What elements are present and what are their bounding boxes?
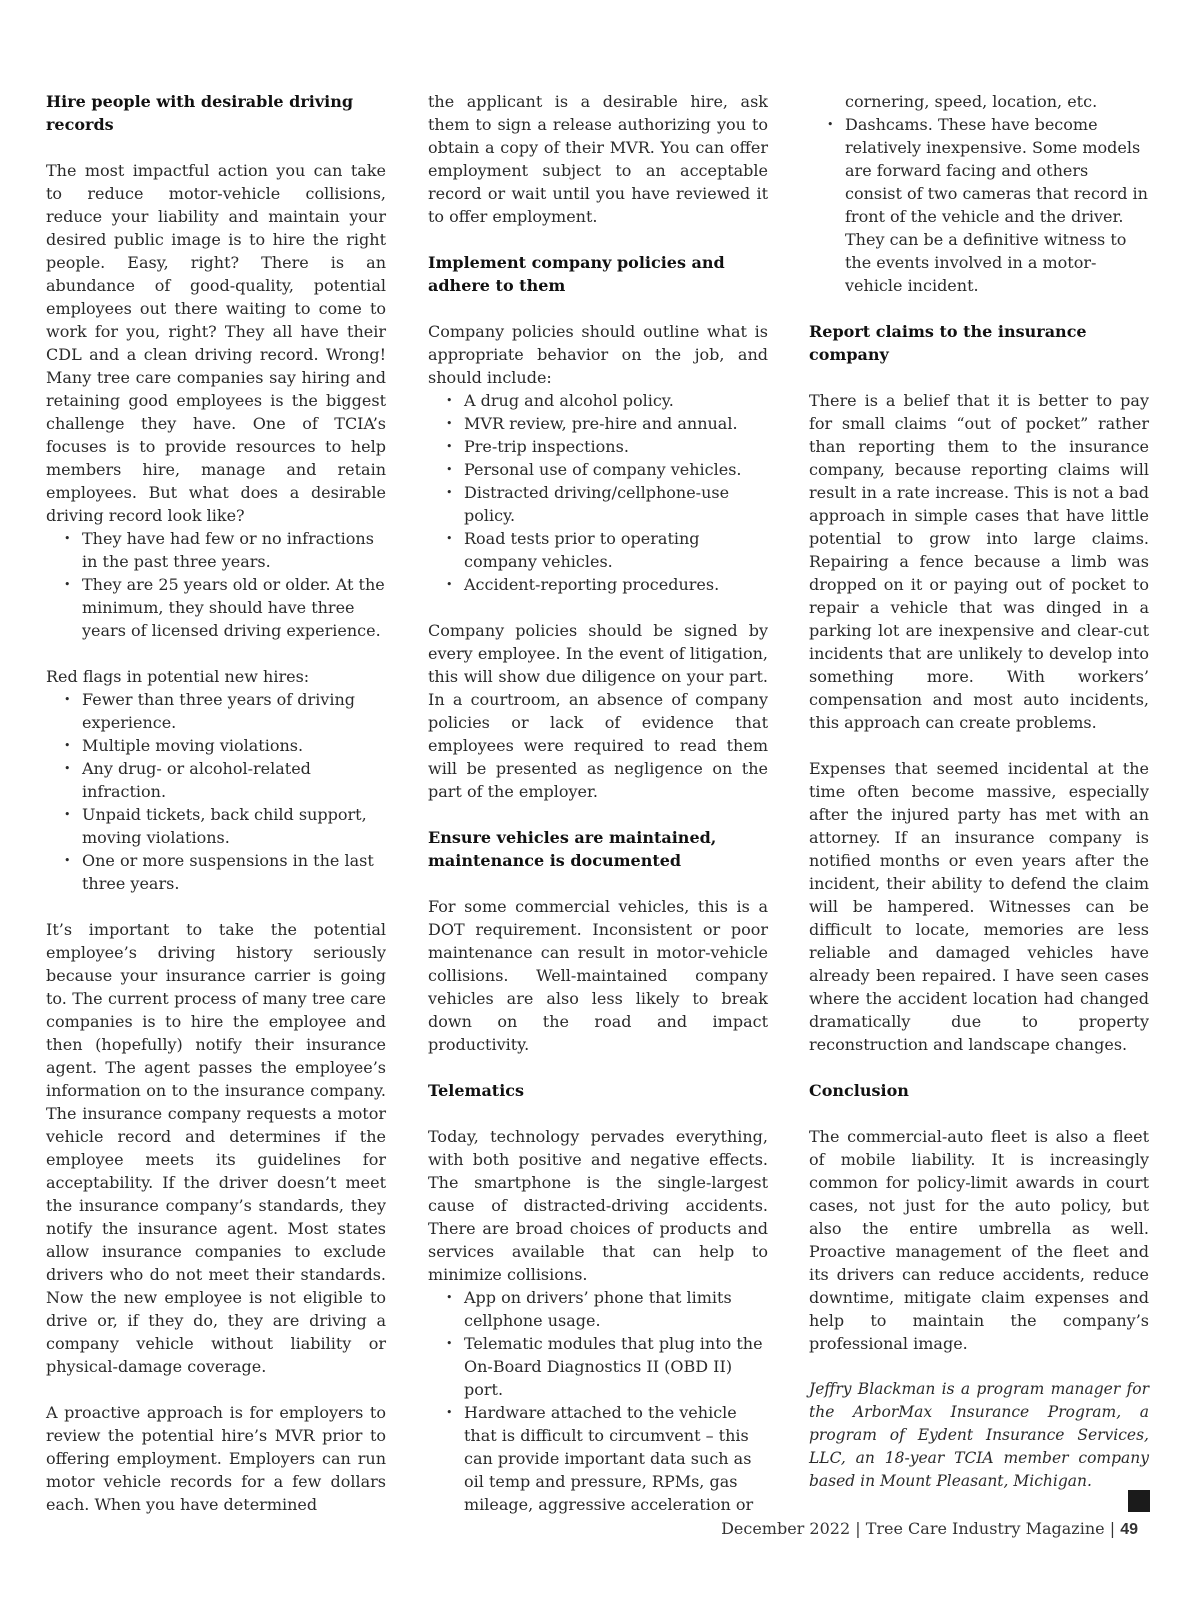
column-2 xyxy=(428,90,768,1516)
list-item: • Accident-reporting procedures. xyxy=(446,573,768,596)
paragraph: the applicant is a desirable hire, ask them to sign a release authorizing you to obtain a copy of their MVR. You can offer employment subject to an acceptable record or wait until you have reviewed it to offer employment. xyxy=(428,92,768,226)
paragraph: Expenses that seemed incidental at the time often become massive, especially after the injured party has met with an attorney. If an insurance company is notified months or even years after the incident, their ability to defend the claim will be hampered. Witnesses can be difficult to locate, memories are less reliable and damaged vehicles have already been repaired. I have seen cases where the accident location had changed dramatically due to property reconstruction and landscape changes. xyxy=(809,759,1149,1054)
paragraph: For some commercial vehicles, this is a DOT requirement. Inconsistent or poor maintenance can result in motor-vehicle collisions. Well-maintained company vehicles are also less likely to break down on the road and impact productivity. xyxy=(428,897,768,1054)
author-bio: Jeffry Blackman is a program manager for the ArborMax Insurance Program, a program of Eydent Insurance Services, LLC, an 18-year TCIA member company based in Mount Pleasant, Michigan. xyxy=(809,1380,1149,1490)
column-3 xyxy=(809,90,1149,1493)
list-item-continued: cornering, speed, location, etc. xyxy=(845,92,1098,111)
section-heading-conclusion: Conclusion xyxy=(809,1081,909,1100)
bullet-list xyxy=(809,113,1149,297)
list-item: • App on drivers’ phone that limits cellphone usage. xyxy=(446,1286,768,1332)
list-item: • Distracted driving/cellphone-use policy. xyxy=(446,481,768,527)
column-1 xyxy=(46,90,386,1516)
section-heading-hire: Hire people with desirable driving records xyxy=(46,92,354,134)
section-heading-claims: Report claims to the insurance company xyxy=(809,322,1087,364)
list-item: • Dashcams. These have become relatively inexpensive. Some models are forward facing and others consist of two cameras that record in front of the vehicle and the driver. They can be a definitive witness to the events involved in a motor-vehicle incident. xyxy=(827,113,1149,297)
bullet-list xyxy=(46,688,386,895)
list-item: • Multiple moving violations. xyxy=(64,734,386,757)
paragraph: A proactive approach is for employers to review the potential hire’s MVR prior to offering employment. Employers can run motor vehicle records for a few dollars each. When you have determined xyxy=(46,1403,386,1514)
list-item: • They are 25 years old or older. At the minimum, they should have three years of licensed driving experience. xyxy=(64,573,386,642)
paragraph: The most impactful action you can take to reduce motor-vehicle collisions, reduce your liability and maintain your desired public image is to hire the right people. Easy, right? There is an abundance of good-quality, potential employees out there waiting to come to work for you, right? They all have their CDL and a clean driving record. Wrong! Many tree care companies say hiring and retaining good employees is the biggest challenge they have. One of TCIA’s focuses is to provide resources to help members hire, manage and retain employees. But what does a desirable driving record look like? xyxy=(46,161,386,525)
list-item: • Fewer than three years of driving experience. xyxy=(64,688,386,734)
page-footer xyxy=(721,1519,1138,1539)
section-heading-policies: Implement company policies and adhere to them xyxy=(428,253,725,295)
list-item: • Road tests prior to operating company vehicles. xyxy=(446,527,768,573)
footer-text: December 2022 | Tree Care Industry Magazine | xyxy=(721,1519,1116,1538)
bullet-list xyxy=(428,389,768,596)
paragraph: Company policies should outline what is appropriate behavior on the job, and should include: xyxy=(428,322,768,387)
paragraph: Today, technology pervades everything, with both positive and negative effects. The smartphone is the single-largest cause of distracted-driving accidents. There are broad choices of products and services available that can help to minimize collisions. xyxy=(428,1127,768,1284)
list-item: • Telematic modules that plug into the On-Board Diagnostics II (OBD II) port. xyxy=(446,1332,768,1401)
paragraph: The commercial-auto fleet is also a fleet of mobile liability. It is increasingly common for policy-limit awards in court cases, not just for the auto policy, but also the entire umbrella as well. Proactive management of the fleet and its drivers can reduce accidents, reduce downtime, mitigate claim expenses and help to maintain the company’s professional image. xyxy=(809,1127,1149,1353)
list-item: • Pre-trip inspections. xyxy=(446,435,768,458)
paragraph: It’s important to take the potential employee’s driving history seriously because your insurance carrier is going to. The current process of many tree care companies is to hire the employee and then (hopefully) notify their insurance agent. The agent passes the employee’s information on to the insurance company. The insurance company requests a motor vehicle record and determines if the employee meets its guidelines for acceptability. If the driver doesn’t meet the insurance company’s standards, they notify the insurance agent. Most states allow insurance companies to exclude drivers who do not meet their standards. Now the new employee is not eligible to drive or, if they do, they are driving a company vehicle without liability or physical-damage coverage. xyxy=(46,920,386,1376)
paragraph: There is a belief that it is better to pay for small claims “out of pocket” rather than reporting them to the insurance company, because reporting claims will result in a rate increase. This is not a bad approach in simple cases that have little potential to grow into large claims. Repairing a fence because a limb was dropped on it or paying out of pocket to repair a vehicle that was dinged in a parking lot are inexpensive and clear-cut incidents that are unlikely to develop into something more. With workers’ compensation and most auto incidents, this approach can create problems. xyxy=(809,391,1149,732)
list-item: • A drug and alcohol policy. xyxy=(446,389,768,412)
section-heading-telematics: Telematics xyxy=(428,1081,525,1100)
list-item: • Unpaid tickets, back child support, moving violations. xyxy=(64,803,386,849)
list-item: • MVR review, pre-hire and annual. xyxy=(446,412,768,435)
paragraph: Company policies should be signed by every employee. In the event of litigation, this will show due diligence on your part. In a courtroom, an absence of company policies or lack of evidence that employees were required to read them will be presented as negligence on the part of the employer. xyxy=(428,621,768,801)
list-item: • One or more suspensions in the last three years. xyxy=(64,849,386,895)
list-intro: Red flags in potential new hires: xyxy=(46,667,310,686)
bullet-list xyxy=(46,527,386,642)
bullet-list xyxy=(428,1286,768,1516)
list-item: • Personal use of company vehicles. xyxy=(446,458,768,481)
section-heading-maintenance: Ensure vehicles are maintained, maintenance is documented xyxy=(428,828,717,870)
list-item: • Hardware attached to the vehicle that is difficult to circumvent – this can provide important data such as oil temp and pressure, RPMs, gas mileage, aggressive acceleration or xyxy=(446,1401,768,1516)
list-item: • They have had few or no infractions in the past three years. xyxy=(64,527,386,573)
end-of-article-mark xyxy=(1128,1490,1150,1512)
page-number: 49 xyxy=(1120,1521,1138,1538)
list-item: • Any drug- or alcohol-related infraction. xyxy=(64,757,386,803)
